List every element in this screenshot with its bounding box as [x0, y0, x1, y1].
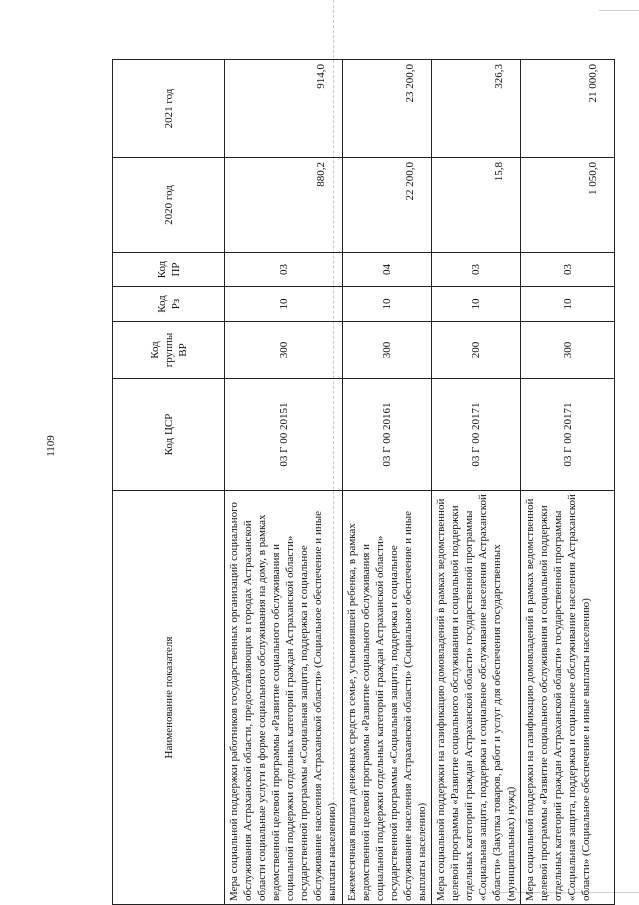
row-csr-code: 03 Г 00 20171	[521, 379, 615, 491]
row-vr-code: 200	[432, 322, 521, 379]
row-amount-2021: 914,0	[225, 60, 343, 158]
row-vr-code: 300	[343, 322, 432, 379]
row-name: Мера социальной поддержки на газификацию домовладений в рамках ведомственной целевой программы «Развитие социального обслуживания и социальной поддержки отдельных категорий граждан Астраханской области» государственной программы «Социальная защита, поддержка и социальное обслуживание населения Астраханской области» (Закупка товаров, работ и услуг для обеспечения государственных (муниципальных) нужд)	[432, 491, 521, 905]
table-row	[343, 60, 432, 905]
row-amount-2020: 15,8	[432, 158, 521, 253]
row-rz-code: 10	[521, 287, 615, 322]
row-amount-2020: 880,2	[225, 158, 343, 253]
table-row	[225, 60, 343, 905]
row-pr-code: 03	[225, 253, 343, 287]
row-rz-code: 10	[225, 287, 343, 322]
row-name: Ежемесячная выплата денежных средств семье, усыновившей ребенка, в рамках ведомственной целевой программы «Развитие социального обслуживания и социальной поддержки отдельных категорий граждан Астраханской области» государственной программы «Социальная защита, поддержка и социальное обслуживание населения Астраханской области» (Социальное обеспечение и иные выплаты населению)	[343, 491, 432, 905]
page-number: 1109	[44, 435, 57, 457]
scan-edge-line	[599, 10, 639, 11]
row-amount-2021: 23 200,0	[343, 60, 432, 158]
row-name: Мера социальной поддержки работников государственных организаций социального обслуживания Астраханской области, предоставляющих в городах Астраханской области социальные услуги в форме социального обслуживания на дому, в рамках ведомственной целевой программы «Развитие социального обслуживания и социальной поддержки отдельных категорий граждан Астраханской области» государственной программы «Социальная защита, поддержка и социальное обслуживание населения Астраханской области» (Социальное обеспечение и иные выплаты населению)	[225, 491, 343, 905]
budget-table-rotated	[112, 60, 599, 905]
row-vr-code: 300	[225, 322, 343, 379]
row-rz-code: 10	[343, 287, 432, 322]
row-amount-2021: 326,3	[432, 60, 521, 158]
row-pr-code: 04	[343, 253, 432, 287]
header-csr-code: Код ЦСР	[113, 379, 225, 491]
row-rz-code: 10	[432, 287, 521, 322]
row-vr-code: 300	[521, 322, 615, 379]
header-year-2020: 2020 год	[113, 158, 225, 253]
row-amount-2021: 21 000,0	[521, 60, 615, 158]
budget-table	[112, 59, 615, 905]
header-pr-code: Код ПР	[113, 253, 225, 287]
header-name: Наименование показателя	[113, 491, 225, 905]
row-name: Мера социальной поддержки на газификацию домовладений в рамках ведомственной целевой программы «Развитие социального обслуживания и социальной поддержки отдельных категорий граждан Астраханской области» государственной программы «Социальная защита, поддержка и социальное обслуживание населения Астраханской области» (Социальное обеспечение и иные выплаты населению)	[521, 491, 615, 905]
header-rz-code: Код Рз	[113, 287, 225, 322]
row-pr-code: 03	[521, 253, 615, 287]
table-row	[521, 60, 615, 905]
header-year-2021: 2021 год	[113, 60, 225, 158]
row-pr-code: 03	[432, 253, 521, 287]
header-vr-code: Код группы ВР	[113, 322, 225, 379]
table-row	[432, 60, 521, 905]
row-amount-2020: 22 200,0	[343, 158, 432, 253]
row-csr-code: 03 Г 00 20171	[432, 379, 521, 491]
table-header-row	[113, 60, 225, 905]
row-csr-code: 03 Г 00 20151	[225, 379, 343, 491]
row-csr-code: 03 Г 00 20161	[343, 379, 432, 491]
row-amount-2020: 1 050,0	[521, 158, 615, 253]
